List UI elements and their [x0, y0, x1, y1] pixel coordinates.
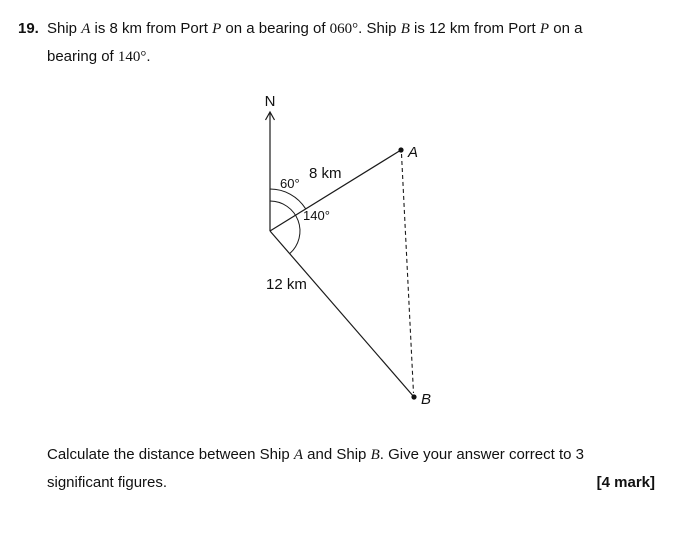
- question-line-1: [47, 15, 582, 43]
- math-var-b: B: [400, 21, 410, 37]
- line-a-to-b-dashed: [402, 154, 414, 393]
- bearing-diagram: [0, 88, 700, 428]
- north-label: N: [264, 93, 276, 110]
- math-var-a: A: [81, 21, 91, 37]
- math-var-a: A: [293, 447, 303, 463]
- question-block: [18, 15, 678, 71]
- line-port-to-b: [270, 231, 414, 397]
- point-a-dot: [398, 147, 403, 152]
- math-var-p: P: [212, 21, 222, 37]
- bearing-value-140: 140°: [117, 49, 147, 65]
- math-var-p: P: [539, 21, 550, 37]
- angle-140-label: 140°: [303, 208, 330, 223]
- point-b-dot: [411, 394, 416, 399]
- text-fragment: . Give your answer correct to 3: [379, 446, 584, 463]
- angle-60-label: 60°: [280, 176, 300, 191]
- math-var-b: B: [370, 447, 380, 463]
- text-fragment: is 8 km from Port: [90, 20, 213, 37]
- ship-a-label: A: [408, 144, 419, 161]
- text-fragment: on a bearing of: [221, 20, 330, 37]
- angle-arc-60: [270, 189, 306, 209]
- question-line-2: [47, 43, 582, 71]
- instruction-block: [47, 441, 655, 497]
- marks-badge: [4 mark]: [596, 474, 655, 491]
- text-fragment: significant figures.: [47, 474, 168, 491]
- bearing-value-060: 060°: [329, 21, 359, 37]
- text-fragment: is 12 km from Port: [409, 20, 540, 37]
- instruction-line-2: [47, 469, 655, 497]
- question-number: 19.: [18, 20, 39, 37]
- distance-pb-label: 12 km: [266, 276, 307, 293]
- text-fragment: Ship: [47, 20, 82, 37]
- text-fragment: .: [146, 48, 151, 65]
- angle-arc-140: [270, 201, 300, 254]
- text-fragment: bearing of: [47, 48, 118, 65]
- question-text: [47, 15, 582, 71]
- text-fragment: Calculate the distance between Ship: [47, 446, 294, 463]
- instruction-line-1: [47, 441, 655, 469]
- distance-pa-label: 8 km: [309, 165, 342, 182]
- ship-b-label: B: [421, 391, 432, 408]
- text-fragment: on a: [549, 20, 583, 37]
- text-fragment: and Ship: [303, 446, 371, 463]
- text-fragment: . Ship: [358, 20, 401, 37]
